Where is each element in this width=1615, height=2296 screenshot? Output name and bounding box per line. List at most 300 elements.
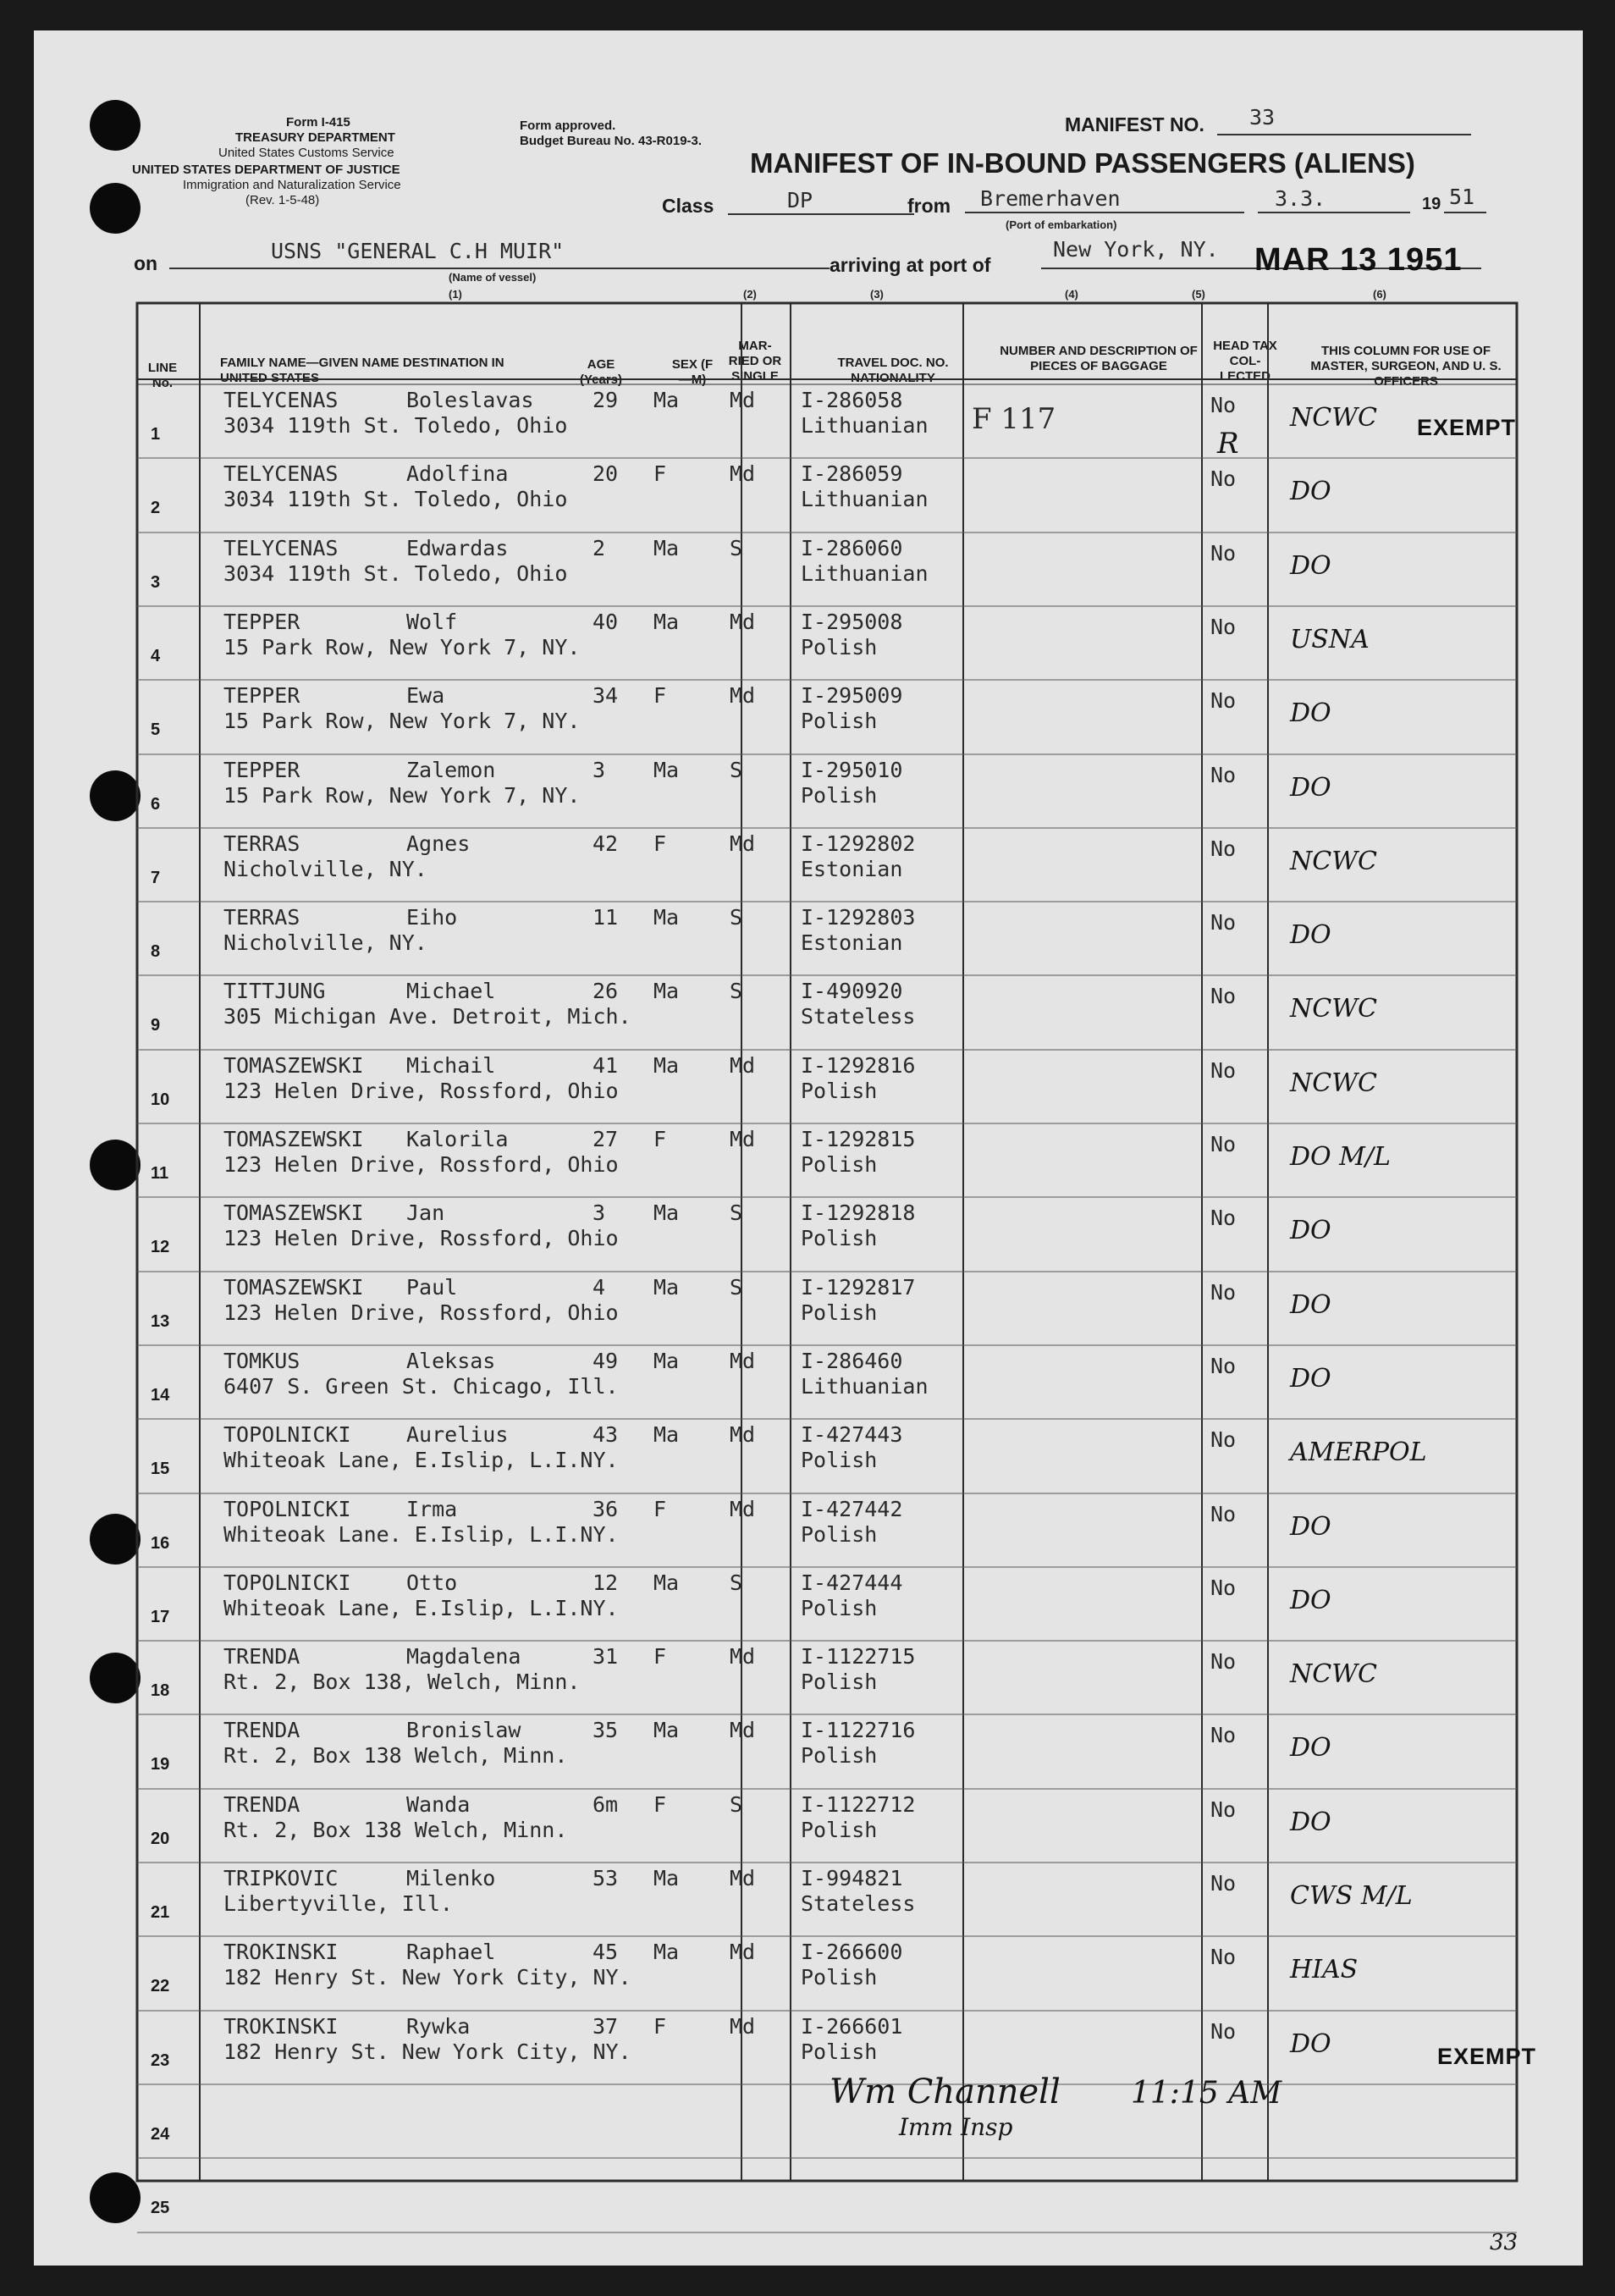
travel-doc-no: I-1122716 xyxy=(801,1718,916,1742)
table-row xyxy=(34,1863,1583,1936)
nationality: Stateless xyxy=(801,1891,916,1916)
officer-note: NCWC xyxy=(1290,403,1377,433)
given-name: Wanda xyxy=(406,1792,471,1817)
col-num-2: (2) xyxy=(743,288,757,301)
destination: 6407 S. Green St. Chicago, Ill. xyxy=(223,1374,619,1399)
travel-doc-no: I-286059 xyxy=(801,461,903,486)
arrival-date-stamp: MAR 13 1951 xyxy=(1254,242,1463,278)
sex: Ma xyxy=(653,388,680,412)
head-tax: No xyxy=(1210,1649,1237,1674)
family-name: TELYCENAS xyxy=(223,461,339,486)
family-name: TERRAS xyxy=(223,905,300,930)
line-number: 9 xyxy=(151,1016,161,1035)
destination: 15 Park Row, New York 7, NY. xyxy=(223,783,581,808)
destination: 15 Park Row, New York 7, NY. xyxy=(223,635,581,660)
officer-note: USNA xyxy=(1290,625,1370,654)
line-number: 5 xyxy=(151,720,161,739)
officer-note: NCWC xyxy=(1290,1068,1377,1098)
officer-note: DO xyxy=(1290,773,1331,803)
family-name: TRENDA xyxy=(223,1792,300,1817)
given-name: Bronislaw xyxy=(406,1718,521,1742)
destination: Rt. 2, Box 138 Welch, Minn. xyxy=(223,1743,568,1768)
line-number: 14 xyxy=(151,1386,170,1405)
col-header-married: MAR-RIED OR SINGLE xyxy=(728,339,782,384)
from-label: from xyxy=(907,195,951,217)
nationality: Polish xyxy=(801,1448,878,1472)
marital-status: S xyxy=(730,905,743,930)
head-tax: No xyxy=(1210,1132,1237,1156)
age: 34 xyxy=(593,683,619,708)
age: 2 xyxy=(593,536,606,560)
line-number: 24 xyxy=(151,2125,170,2144)
table-row xyxy=(34,384,1583,458)
nationality: Polish xyxy=(801,1818,878,1842)
family-name: TROKINSKI xyxy=(223,2014,339,2039)
age: 4 xyxy=(593,1275,606,1300)
class-value: DP xyxy=(787,188,813,212)
year-prefix: 19 xyxy=(1422,195,1441,213)
marital-status: Md xyxy=(730,1127,756,1151)
travel-doc-no: I-1122715 xyxy=(801,1644,916,1669)
marital-status: Md xyxy=(730,1866,756,1890)
head-tax: No xyxy=(1210,984,1237,1008)
head-tax: No xyxy=(1210,1502,1237,1526)
nationality: Polish xyxy=(801,1522,878,1547)
col-header-baggage: NUMBER AND DESCRIPTION OF PIECES OF BAGGAGE xyxy=(1000,344,1198,373)
head-tax: No xyxy=(1210,466,1237,491)
baggage: F 117 xyxy=(972,402,1056,436)
head-tax: No xyxy=(1210,688,1237,713)
travel-doc-no: I-1292817 xyxy=(801,1275,916,1300)
line-number: 23 xyxy=(151,2051,170,2070)
sex: Ma xyxy=(653,758,680,782)
class-label: Class xyxy=(662,195,714,217)
table-row xyxy=(34,1493,1583,1567)
destination: 123 Helen Drive, Rossford, Ohio xyxy=(223,1300,619,1325)
given-name: Paul xyxy=(406,1275,458,1300)
officer-note: DO xyxy=(1290,1733,1331,1763)
family-name: TELYCENAS xyxy=(223,388,339,412)
nationality: Lithuanian xyxy=(801,487,929,511)
given-name: Magdalena xyxy=(406,1644,521,1669)
line-number: 4 xyxy=(151,647,161,665)
vessel-name: USNS "GENERAL C.H MUIR" xyxy=(271,239,565,263)
age: 42 xyxy=(593,831,619,856)
sex: Ma xyxy=(653,536,680,560)
age: 11 xyxy=(593,905,619,930)
marital-status: S xyxy=(730,1570,743,1595)
officer-note: DO xyxy=(1290,1216,1331,1245)
head-tax: No xyxy=(1210,541,1237,566)
officer-note: DO M/L xyxy=(1290,1142,1391,1172)
line-number: 2 xyxy=(151,499,161,517)
destination: 123 Helen Drive, Rossford, Ohio xyxy=(223,1226,619,1250)
destination: 3034 119th St. Toledo, Ohio xyxy=(223,561,568,586)
family-name: TELYCENAS xyxy=(223,536,339,560)
inspector-signature: Wm Channell xyxy=(830,2072,1061,2111)
nationality: Polish xyxy=(801,1743,878,1768)
family-name: TOMASZEWSKI xyxy=(223,1200,364,1225)
sex: Ma xyxy=(653,1053,680,1078)
sex: Ma xyxy=(653,1275,680,1300)
sex: Ma xyxy=(653,1866,680,1890)
marital-status: S xyxy=(730,979,743,1003)
destination: Nicholville, NY. xyxy=(223,930,427,955)
signature-time: 11:15 AM xyxy=(1131,2076,1282,2111)
nationality: Polish xyxy=(801,1226,878,1250)
travel-doc-no: I-994821 xyxy=(801,1866,903,1890)
family-name: TOPOLNICKI xyxy=(223,1497,351,1521)
treasury-dept: TREASURY DEPARTMENT xyxy=(235,130,395,145)
nationality: Polish xyxy=(801,1965,878,1990)
exempt-stamp-bottom: EXEMPT xyxy=(1437,2044,1537,2069)
given-name: Edwardas xyxy=(406,536,509,560)
officer-note: DO xyxy=(1290,1808,1331,1837)
marital-status: S xyxy=(730,536,743,560)
officer-note: NCWC xyxy=(1290,847,1377,876)
customs-service: United States Customs Service xyxy=(218,146,394,160)
line-number: 18 xyxy=(151,1681,170,1700)
age: 26 xyxy=(593,979,619,1003)
travel-doc-no: I-1292802 xyxy=(801,831,916,856)
family-name: TOPOLNICKI xyxy=(223,1570,351,1595)
travel-doc-no: I-427443 xyxy=(801,1422,903,1447)
head-tax: No xyxy=(1210,1354,1237,1378)
family-name: TITTJUNG xyxy=(223,979,326,1003)
table-row xyxy=(34,2084,1583,2158)
family-name: TEPPER xyxy=(223,683,300,708)
marital-status: Md xyxy=(730,461,756,486)
nationality: Polish xyxy=(801,783,878,808)
date-value: 3.3. xyxy=(1275,186,1326,211)
table-row xyxy=(34,533,1583,606)
col-header-name: FAMILY NAME—GIVEN NAME DESTINATION IN UNITED STATES xyxy=(220,356,504,385)
sex: F xyxy=(653,831,667,856)
head-tax: No xyxy=(1210,1206,1237,1230)
travel-doc-no: I-1122712 xyxy=(801,1792,916,1817)
line-number: 7 xyxy=(151,869,161,887)
given-name: Eiho xyxy=(406,905,458,930)
table-row xyxy=(34,1641,1583,1714)
destination: Rt. 2, Box 138, Welch, Minn. xyxy=(223,1670,581,1694)
destination: 123 Helen Drive, Rossford, Ohio xyxy=(223,1152,619,1177)
nationality: Polish xyxy=(801,1300,878,1325)
marital-status: S xyxy=(730,758,743,782)
travel-doc-no: I-427444 xyxy=(801,1570,903,1595)
marital-status: Md xyxy=(730,1053,756,1078)
age: 27 xyxy=(593,1127,619,1151)
given-name: Raphael xyxy=(406,1940,496,1964)
marital-status: Md xyxy=(730,1422,756,1447)
nationality: Polish xyxy=(801,709,878,733)
destination: 3034 119th St. Toledo, Ohio xyxy=(223,413,568,438)
nationality: Polish xyxy=(801,2039,878,2064)
nationality: Estonian xyxy=(801,857,903,881)
given-name: Kalorila xyxy=(406,1127,509,1151)
col-header-officers: THIS COLUMN FOR USE OF MASTER, SURGEON, AND U. S. OFFICERS xyxy=(1310,344,1502,389)
family-name: TRENDA xyxy=(223,1644,300,1669)
page-mark: 33 xyxy=(1490,2230,1519,2255)
sex: F xyxy=(653,1644,667,1669)
head-tax: No xyxy=(1210,1058,1237,1083)
table-row xyxy=(34,1345,1583,1419)
officer-note: DO xyxy=(1290,2029,1331,2059)
table-row xyxy=(34,1567,1583,1641)
officer-note: DO xyxy=(1290,1364,1331,1394)
destination: Libertyville, Ill. xyxy=(223,1891,453,1916)
head-tax: No xyxy=(1210,910,1237,935)
table-row xyxy=(34,1050,1583,1123)
marital-status: S xyxy=(730,1275,743,1300)
destination: 123 Helen Drive, Rossford, Ohio xyxy=(223,1079,619,1103)
age: 3 xyxy=(593,758,606,782)
from-value: Bremerhaven xyxy=(980,186,1121,211)
travel-doc-no: I-1292803 xyxy=(801,905,916,930)
line-number: 19 xyxy=(151,1755,170,1774)
family-name: TERRAS xyxy=(223,831,300,856)
given-name: Milenko xyxy=(406,1866,496,1890)
family-name: TRENDA xyxy=(223,1718,300,1742)
col-num-5: (5) xyxy=(1192,288,1205,301)
line-number: 12 xyxy=(151,1238,170,1256)
family-name: TEPPER xyxy=(223,758,300,782)
line-number: 8 xyxy=(151,942,161,961)
col-header-travel: TRAVEL DOC. NO. NATIONALITY xyxy=(837,356,949,385)
head-tax: No xyxy=(1210,1280,1237,1305)
port-value: New York, NY. xyxy=(1053,237,1219,262)
given-name: Wolf xyxy=(406,610,458,634)
marital-status: Md xyxy=(730,1940,756,1964)
table-row xyxy=(34,680,1583,753)
manifest-no-label: MANIFEST NO. xyxy=(1065,113,1204,135)
table-row xyxy=(34,1272,1583,1345)
col-num-3: (3) xyxy=(870,288,884,301)
ins-service: Immigration and Naturalization Service xyxy=(183,178,401,192)
nationality: Lithuanian xyxy=(801,1374,929,1399)
age: 40 xyxy=(593,610,619,634)
family-name: TOMASZEWSKI xyxy=(223,1127,364,1151)
destination: 182 Henry St. New York City, NY. xyxy=(223,2039,631,2064)
sex: F xyxy=(653,1792,667,1817)
year-value: 51 xyxy=(1449,185,1475,209)
table-row xyxy=(34,902,1583,975)
officer-note: NCWC xyxy=(1290,994,1377,1024)
table-row xyxy=(34,2158,1583,2232)
travel-doc-no: I-1292816 xyxy=(801,1053,916,1078)
destination: 3034 119th St. Toledo, Ohio xyxy=(223,487,568,511)
marital-status: Md xyxy=(730,388,756,412)
line-number: 10 xyxy=(151,1090,170,1109)
table-row xyxy=(34,754,1583,828)
marital-status: Md xyxy=(730,1497,756,1521)
officer-note: DO xyxy=(1290,920,1331,950)
destination: 305 Michigan Ave. Detroit, Mich. xyxy=(223,1004,631,1029)
given-name: Rywka xyxy=(406,2014,471,2039)
travel-doc-no: I-427442 xyxy=(801,1497,903,1521)
travel-doc-no: I-286460 xyxy=(801,1349,903,1373)
age: 12 xyxy=(593,1570,619,1595)
officer-note: AMERPOL xyxy=(1290,1438,1427,1467)
table-row xyxy=(34,975,1583,1049)
head-tax: No xyxy=(1210,1871,1237,1896)
destination: 15 Park Row, New York 7, NY. xyxy=(223,709,581,733)
col-num-1: (1) xyxy=(449,288,462,301)
given-name: Aurelius xyxy=(406,1422,509,1447)
officer-note: DO xyxy=(1290,1512,1331,1542)
nationality: Polish xyxy=(801,1079,878,1103)
budget-bureau: Budget Bureau No. 43-R019-3. xyxy=(520,134,703,148)
head-tax: No xyxy=(1210,1945,1237,1969)
destination: Whiteoak Lane, E.Islip, L.I.NY. xyxy=(223,1596,619,1620)
justice-dept: UNITED STATES DEPARTMENT OF JUSTICE xyxy=(132,163,400,177)
family-name: TEPPER xyxy=(223,610,300,634)
family-name: TOPOLNICKI xyxy=(223,1422,351,1447)
line-number: 16 xyxy=(151,1534,170,1553)
travel-doc-no: I-1292818 xyxy=(801,1200,916,1225)
sex: F xyxy=(653,2014,667,2039)
line-number: 22 xyxy=(151,1977,170,1995)
head-tax: No xyxy=(1210,2019,1237,2044)
officer-note: NCWC xyxy=(1290,1659,1377,1689)
nationality: Polish xyxy=(801,1670,878,1694)
sex: Ma xyxy=(653,1718,680,1742)
marital-status: Md xyxy=(730,1644,756,1669)
marital-status: S xyxy=(730,1200,743,1225)
age: 20 xyxy=(593,461,619,486)
head-tax-r-mark: R xyxy=(1217,427,1239,461)
officer-note: CWS M/L xyxy=(1290,1881,1413,1911)
officer-note: DO xyxy=(1290,551,1331,581)
on-label: on xyxy=(134,252,158,274)
given-name: Otto xyxy=(406,1570,458,1595)
nationality: Polish xyxy=(801,1152,878,1177)
given-name: Michail xyxy=(406,1053,496,1078)
given-name: Ewa xyxy=(406,683,445,708)
table-row xyxy=(34,1936,1583,2010)
head-tax: No xyxy=(1210,1576,1237,1600)
given-name: Zalemon xyxy=(406,758,496,782)
given-name: Boleslavas xyxy=(406,388,534,412)
marital-status: Md xyxy=(730,1718,756,1742)
given-name: Irma xyxy=(406,1497,458,1521)
family-name: TOMASZEWSKI xyxy=(223,1053,364,1078)
nationality: Polish xyxy=(801,635,878,660)
head-tax: No xyxy=(1210,836,1237,861)
head-tax: No xyxy=(1210,1723,1237,1747)
destination: Whiteoak Lane. E.Islip, L.I.NY. xyxy=(223,1522,619,1547)
destination: Rt. 2, Box 138 Welch, Minn. xyxy=(223,1818,568,1842)
age: 31 xyxy=(593,1644,619,1669)
destination: Whiteoak Lane, E.Islip, L.I.NY. xyxy=(223,1448,619,1472)
destination: Nicholville, NY. xyxy=(223,857,427,881)
table-row xyxy=(34,1419,1583,1493)
table-row xyxy=(34,1197,1583,1271)
sex: F xyxy=(653,683,667,708)
table-row xyxy=(34,606,1583,680)
nationality: Stateless xyxy=(801,1004,916,1029)
col-num-6: (6) xyxy=(1373,288,1386,301)
sex: Ma xyxy=(653,610,680,634)
age: 6m xyxy=(593,1792,619,1817)
marital-status: Md xyxy=(730,831,756,856)
head-tax: No xyxy=(1210,1797,1237,1822)
arriving-label: arriving at port of xyxy=(830,254,991,276)
table-row xyxy=(34,458,1583,532)
travel-doc-no: I-295010 xyxy=(801,758,903,782)
sex: F xyxy=(653,1127,667,1151)
nationality: Lithuanian xyxy=(801,561,929,586)
table-row xyxy=(34,828,1583,902)
line-number: 25 xyxy=(151,2199,170,2217)
table-row xyxy=(34,1123,1583,1197)
officer-note: DO xyxy=(1290,1290,1331,1320)
family-name: TOMASZEWSKI xyxy=(223,1275,364,1300)
form-number: Form I-415 xyxy=(286,115,350,130)
age: 43 xyxy=(593,1422,619,1447)
travel-doc-no: I-295009 xyxy=(801,683,903,708)
form-revision: (Rev. 1-5-48) xyxy=(245,193,320,207)
sex: Ma xyxy=(653,1940,680,1964)
nationality: Estonian xyxy=(801,930,903,955)
marital-status: Md xyxy=(730,610,756,634)
table-row xyxy=(34,1714,1583,1788)
line-number: 17 xyxy=(151,1608,170,1626)
table-row xyxy=(34,1789,1583,1863)
travel-doc-no: I-490920 xyxy=(801,979,903,1003)
travel-doc-no: I-295008 xyxy=(801,610,903,634)
manifest-no-value: 33 xyxy=(1249,105,1276,130)
officer-note: DO xyxy=(1290,698,1331,728)
exempt-stamp-top: EXEMPT xyxy=(1417,415,1517,440)
sex: Ma xyxy=(653,979,680,1003)
col-num-4: (4) xyxy=(1065,288,1078,301)
line-number: 21 xyxy=(151,1903,170,1922)
age: 3 xyxy=(593,1200,606,1225)
table-row xyxy=(34,2011,1583,2084)
nationality: Lithuanian xyxy=(801,413,929,438)
sex: F xyxy=(653,461,667,486)
travel-doc-no: I-266601 xyxy=(801,2014,903,2039)
officer-note: HIAS xyxy=(1290,1955,1359,1984)
line-number: 15 xyxy=(151,1460,170,1478)
family-name: TOMKUS xyxy=(223,1349,300,1373)
sex: F xyxy=(653,1497,667,1521)
given-name: Michael xyxy=(406,979,496,1003)
col-header-line: LINE No. xyxy=(147,361,178,390)
line-number: 20 xyxy=(151,1830,170,1848)
line-number: 3 xyxy=(151,573,161,592)
sex: Ma xyxy=(653,1349,680,1373)
given-name: Aleksas xyxy=(406,1349,496,1373)
line-number: 11 xyxy=(151,1164,169,1183)
given-name: Adolfina xyxy=(406,461,509,486)
signature-title: Imm Insp xyxy=(899,2113,1013,2141)
col-header-age: AGE (Years) xyxy=(579,357,623,387)
col-header-sex: SEX (F—M) xyxy=(671,357,714,387)
family-name: TRIPKOVIC xyxy=(223,1866,339,1890)
age: 41 xyxy=(593,1053,619,1078)
travel-doc-no: I-286058 xyxy=(801,388,903,412)
head-tax: No xyxy=(1210,615,1237,639)
age: 36 xyxy=(593,1497,619,1521)
given-name: Jan xyxy=(406,1200,445,1225)
line-number: 6 xyxy=(151,795,161,814)
marital-status: S xyxy=(730,1792,743,1817)
travel-doc-no: I-286060 xyxy=(801,536,903,560)
travel-doc-no: I-1292815 xyxy=(801,1127,916,1151)
age: 45 xyxy=(593,1940,619,1964)
sex: Ma xyxy=(653,1200,680,1225)
